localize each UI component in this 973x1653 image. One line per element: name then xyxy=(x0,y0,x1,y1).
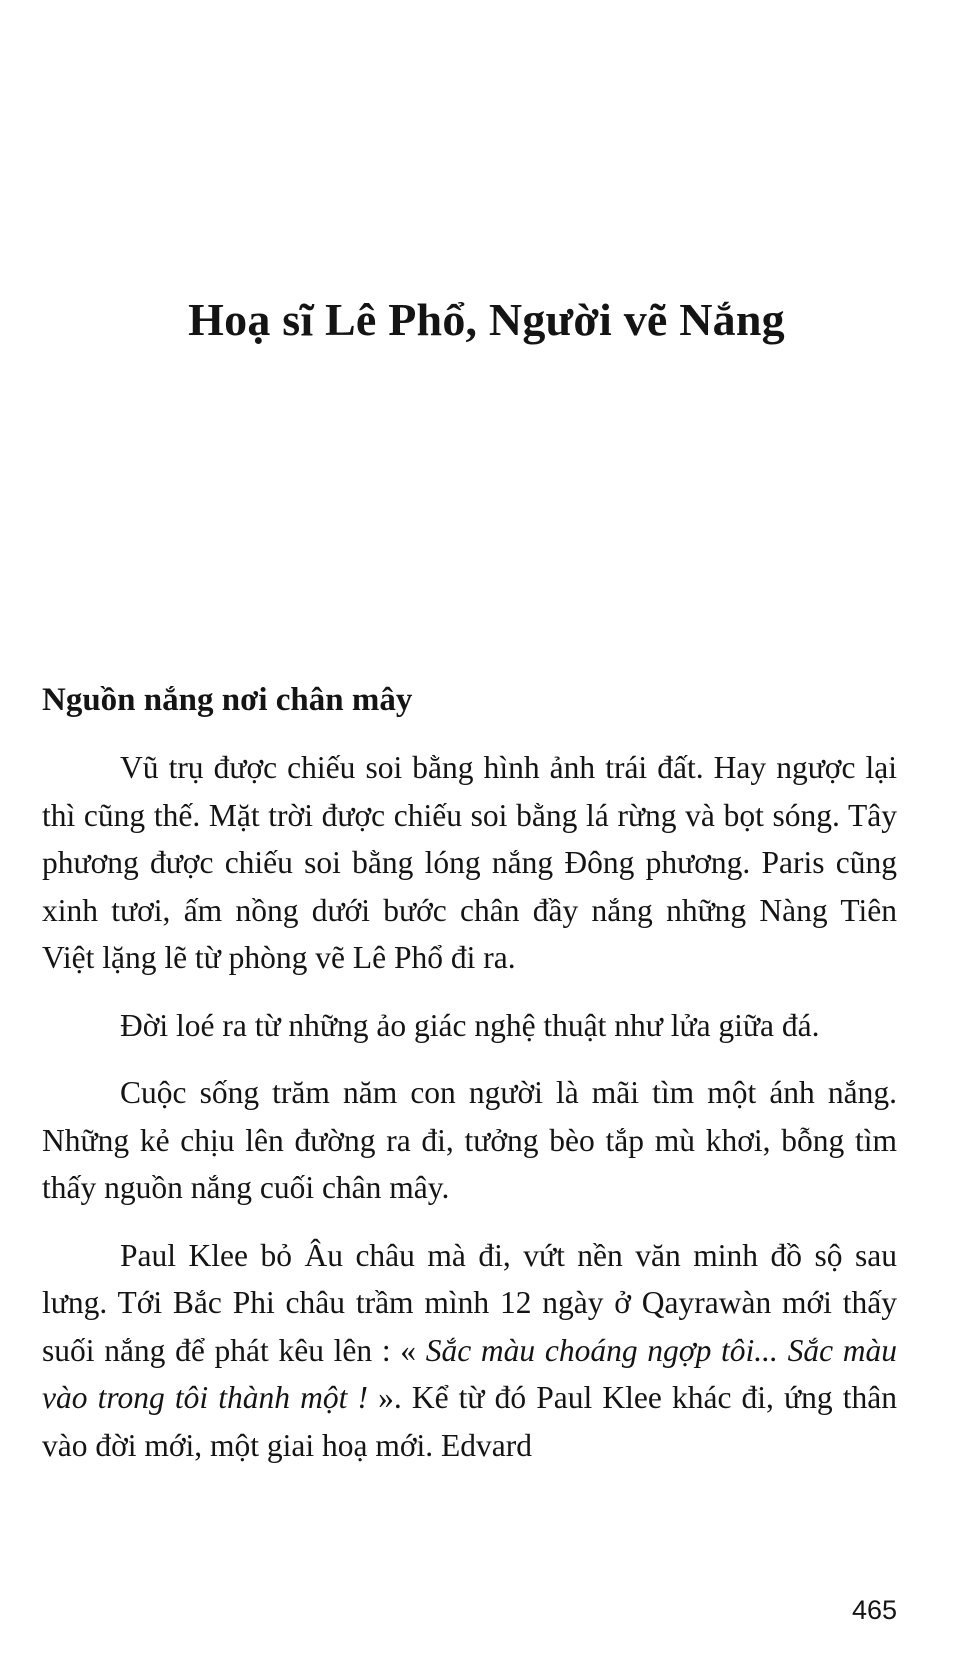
paragraph: Đời loé ra từ những ảo giác nghệ thuật như lửa giữa đá. xyxy=(120,1007,820,1043)
paragraph-text: ». Kể từ đó Paul Klee khác đi, ứng thân vào đời mới, một giai hoạ mới. Edvard xyxy=(42,1380,897,1463)
paragraph-text: Paul Klee bỏ Âu châu mà đi, vứt nền văn minh đồ sộ sau lưng. Tới Bắc Phi châu trầm mình 12 ngày ở Qayrawàn mới thấy suối nắng để phát kêu lên : « xyxy=(42,1237,897,1368)
chapter-title: Hoạ sĩ Lê Phổ, Người vẽ Nắng xyxy=(188,294,785,345)
page-number: 465 xyxy=(851,1595,897,1625)
paragraph xyxy=(42,1232,897,1470)
quotation: Sắc màu choáng ngợp tôi... Sắc màu vào trong tôi thành một ! xyxy=(42,1332,898,1415)
section-heading: Nguồn nắng nơi chân mây xyxy=(42,682,413,718)
paragraph: Cuộc sống trăm năm con người là mãi tìm một ánh nắng. Những kẻ chịu lên đường ra đi, tưởng bèo tắp mù khơi, bỗng tìm thấy nguồn nắng cuối chân mây. xyxy=(42,1075,897,1205)
body-text xyxy=(42,744,897,1489)
paragraph: Vũ trụ được chiếu soi bằng hình ảnh trái đất. Hay ngược lại thì cũng thế. Mặt trời được chiếu soi bằng lá rừng và bọt sóng. Tây phương được chiếu soi bằng lóng nắng Đông phương. Paris cũng xinh tươi, ấm nồng dưới bước chân đầy nắng những Nàng Tiên Việt lặng lẽ từ phòng vẽ Lê Phổ đi ra. xyxy=(42,750,897,975)
